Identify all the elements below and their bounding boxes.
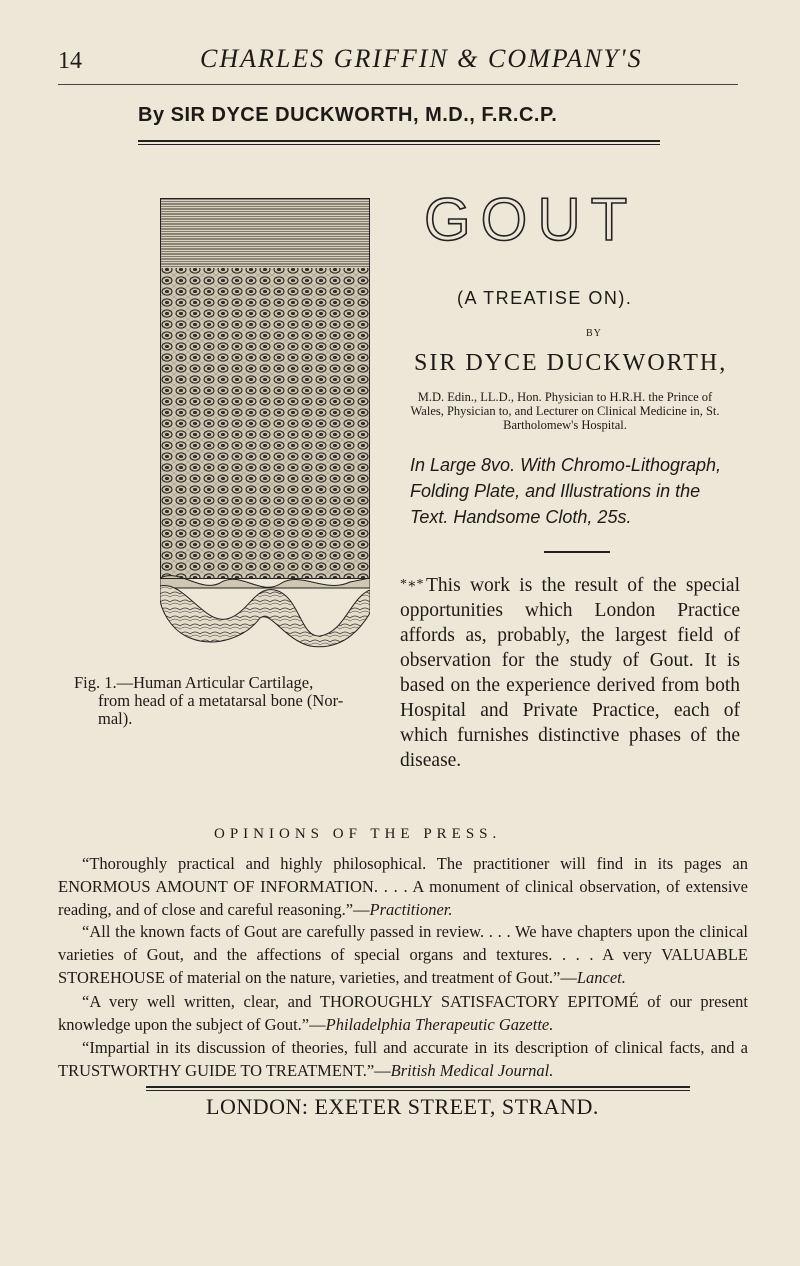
quote-text: “All the known facts of Gout are carefully passed in review. . . . We have chapters upon the clinical varieties of Gout, and the affections of special organs and textures. . . . A very VALUABLE STOREHOUSE of material on the nature, varieties, and treatment of Gout.”— <box>58 922 748 987</box>
caption-line: Fig. 1.—Human Articular Cartilage, <box>74 673 314 692</box>
page-number: 14 <box>58 48 82 74</box>
header-rule <box>58 84 738 85</box>
running-title: CHARLES GRIFFIN & COMPANY'S <box>200 44 643 73</box>
byline-rule-thin <box>138 144 660 145</box>
press-quote <box>58 990 748 1036</box>
quote-source: Practitioner. <box>369 900 453 919</box>
opinions-heading: OPINIONS OF THE PRESS. <box>214 826 502 842</box>
description-text: This work is the result of the special opportunities which London Practice affords as, probably, the largest field of observation for the study of Gout. It is based on the experience derived from both Hospital and Private Practice, each of which furnishes distinctive phases of the disease. <box>400 575 740 771</box>
publisher-address: LONDON: EXETER STREET, STRAND. <box>206 1094 599 1119</box>
footer-rule <box>146 1086 690 1088</box>
footer-rule-thin <box>146 1090 690 1091</box>
author-byline: By SIR DYCE DUCKWORTH, M.D., F.R.C.P. <box>138 104 558 126</box>
author-name: SIR DYCE DUCKWORTH, <box>414 350 728 376</box>
quote-text: “A very well written, clear, and THOROUGHLY SATISFACTORY EPITOMÉ of our present knowledge upon the subject of Gout.”— <box>58 992 748 1034</box>
by-label: BY <box>586 328 602 339</box>
quote-text: “Thoroughly practical and highly philosophical. The practitioner will find in its pages an ENORMOUS AMOUNT OF INFORMATION. . . . A monument of clinical observation, of extensive reading, and of close and careful reasoning.”— <box>58 854 748 919</box>
edition-details: In Large 8vo. With Chromo-Lithograph, Folding Plate, and Illustrations in the Text. Handsome Cloth, 25s. <box>410 455 722 527</box>
author-qualifications: M.D. Edin., LL.D., Hon. Physician to H.R.H. the Prince of Wales, Physician to, and Lecturer on Clinical Medicine in, St. Bartholomew's Hospital. <box>410 390 720 432</box>
press-quote <box>58 852 748 921</box>
asterism-mark: *∗* <box>400 577 424 592</box>
quote-source: Lancet. <box>576 968 626 987</box>
quote-text: “Impartial in its discussion of theories, full and accurate in its description of clinical facts, and a TRUSTWORTHY GUIDE TO TREATMENT.”— <box>58 1038 748 1080</box>
quote-source: British Medical Journal. <box>390 1061 554 1080</box>
caption-line: from head of a metatarsal bone (Nor- <box>98 691 344 710</box>
figure-caption <box>74 674 366 728</box>
press-quote <box>58 920 748 989</box>
quote-source: Philadelphia Therapeutic Gazette. <box>325 1015 554 1034</box>
byline-rule <box>138 140 660 142</box>
book-title: GOUT <box>424 186 638 253</box>
book-description <box>400 572 740 773</box>
caption-line: mal). <box>98 709 133 728</box>
cartilage-illustration <box>160 198 370 648</box>
book-subtitle: (A TREATISE ON). <box>457 288 633 308</box>
section-rule <box>544 551 610 553</box>
press-quote <box>58 1036 748 1082</box>
